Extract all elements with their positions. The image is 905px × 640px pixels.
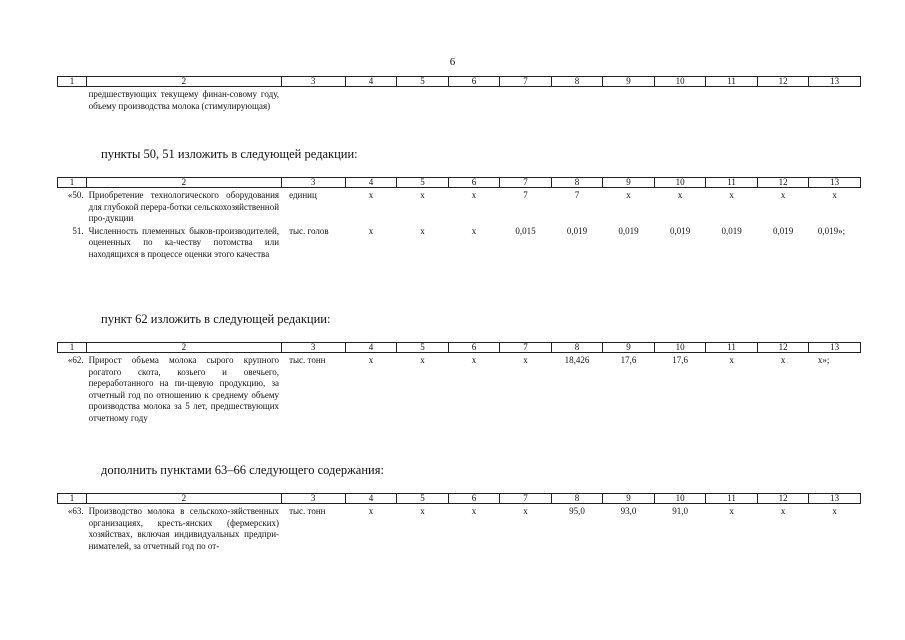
column-number-cell: 11 (706, 494, 758, 504)
value-cell (500, 87, 552, 113)
value-cell: 17,6 (620, 355, 637, 365)
column-number-cell: 3 (281, 494, 345, 504)
value-cell: х (729, 506, 734, 516)
value-cell (757, 87, 809, 113)
column-number-cell: 11 (706, 178, 758, 188)
item-number: 51. (72, 225, 84, 236)
column-number-cell: 3 (281, 178, 345, 188)
value-cell (809, 87, 861, 113)
value-cell: х (780, 506, 786, 516)
column-number-row (58, 343, 861, 353)
value-cell: 17,6 (672, 355, 688, 365)
value-cell: х (471, 506, 477, 516)
indicator-name: Численность племенных быков-производителей, оцененных по ка-честву потомства или находящихся в процессе оценки этого качества (88, 225, 280, 259)
table-row (58, 504, 861, 553)
column-number-cell: 1 (58, 494, 87, 504)
table-4-item-63 (57, 493, 861, 552)
column-number-cell: 10 (654, 77, 706, 87)
unit-of-measure: тыс. тонн (289, 355, 326, 365)
value-cell: 0,019 (772, 225, 794, 236)
column-number-cell: 13 (809, 77, 861, 87)
value-cell: х»; (817, 355, 830, 365)
value-cell: х (729, 190, 734, 200)
column-number-cell: 13 (809, 178, 861, 188)
item-number: «62. (67, 355, 84, 365)
value-cell (345, 87, 397, 113)
column-number-cell: 6 (448, 494, 500, 504)
column-number-cell: 6 (448, 178, 500, 188)
value-cell (654, 87, 706, 113)
column-number-cell: 7 (500, 494, 552, 504)
column-number-cell: 12 (757, 494, 809, 504)
column-number-cell: 13 (809, 343, 861, 353)
value-cell: х (471, 225, 477, 236)
column-number-cell: 4 (345, 343, 397, 353)
column-number-cell: 7 (500, 77, 552, 87)
value-cell: х (368, 506, 374, 516)
column-number-cell: 5 (397, 178, 449, 188)
data-table (57, 493, 861, 552)
value-cell: 93,0 (620, 506, 637, 516)
value-cell (397, 87, 449, 113)
column-number-cell: 7 (500, 343, 552, 353)
column-number-row (58, 494, 861, 504)
value-cell: х (780, 190, 786, 200)
section-heading-1: пункты 50, 51 изложить в следующей редакции: (101, 147, 358, 161)
value-cell: 0,015 (515, 225, 536, 236)
value-cell: х (420, 190, 425, 200)
item-number (58, 87, 87, 113)
column-number-cell: 4 (345, 494, 397, 504)
column-number-row (58, 178, 861, 188)
value-cell: 0,019»; (817, 225, 846, 236)
column-number-cell: 8 (551, 494, 603, 504)
column-number-cell: 1 (58, 343, 87, 353)
column-number-cell: 11 (706, 343, 758, 353)
column-number-row (58, 77, 861, 87)
value-cell: 95,0 (569, 506, 585, 516)
value-cell: х (368, 225, 374, 236)
column-number-cell: 12 (757, 178, 809, 188)
value-cell (551, 87, 603, 113)
table-1-continuation (57, 76, 861, 112)
value-cell: 91,0 (672, 506, 688, 516)
column-number-cell: 2 (87, 178, 282, 188)
column-number-cell: 6 (448, 343, 500, 353)
column-number-cell: 2 (87, 343, 282, 353)
column-number-cell: 1 (58, 178, 87, 188)
column-number-cell: 5 (397, 494, 449, 504)
value-cell (603, 87, 655, 113)
value-cell: 0,019 (669, 225, 691, 236)
column-number-cell: 3 (281, 343, 345, 353)
value-cell: 0,019 (566, 225, 588, 236)
indicator-name: предшествующих текущему финан-совому году, объему производства молока (стимулирующая) (88, 89, 280, 111)
column-number-cell: 10 (654, 178, 706, 188)
column-number-cell: 3 (281, 77, 345, 87)
value-cell: х (471, 355, 477, 365)
value-cell: 7 (574, 190, 580, 200)
column-number-cell: 4 (345, 77, 397, 87)
value-cell: 7 (523, 190, 528, 200)
column-number-cell: 7 (500, 178, 552, 188)
value-cell (706, 87, 758, 113)
column-number-cell: 10 (654, 343, 706, 353)
column-number-cell: 13 (809, 494, 861, 504)
value-cell: 18,426 (564, 355, 590, 365)
unit-of-measure: единиц (289, 190, 317, 200)
column-number-cell: 12 (757, 77, 809, 87)
column-number-cell: 10 (654, 494, 706, 504)
indicator-name: Прирост объема молока сырого крупного рогатого скота, козьего и овечьего, переработанного на пи-щевую продукцию, за отчетный год по отношению к среднему объему производства молока за 5 лет, предшествующих отчетному году (88, 355, 280, 423)
value-cell: х (368, 355, 374, 365)
value-cell: 0,019 (721, 225, 742, 236)
column-number-cell: 9 (603, 494, 655, 504)
unit-of-measure: тыс. голов (289, 225, 329, 236)
value-cell: х (729, 355, 734, 365)
column-number-cell: 2 (87, 494, 282, 504)
unit-of-measure: тыс. тонн (289, 506, 326, 516)
value-cell: 0,019 (618, 225, 639, 236)
data-table (57, 342, 861, 424)
column-number-cell: 5 (397, 77, 449, 87)
value-cell: х (420, 355, 425, 365)
table-2-items-50-51 (57, 177, 861, 260)
table-row (58, 353, 861, 425)
value-cell: х (780, 355, 786, 365)
column-number-cell: 9 (603, 178, 655, 188)
column-number-cell: 5 (397, 343, 449, 353)
column-number-cell: 9 (603, 343, 655, 353)
table-row (58, 87, 861, 113)
unit-of-measure (281, 87, 345, 113)
value-cell: х (677, 190, 683, 200)
column-number-cell: 6 (448, 77, 500, 87)
value-cell: х (832, 190, 837, 200)
data-table (57, 177, 861, 260)
value-cell (448, 87, 500, 113)
item-number: «50. (67, 190, 84, 200)
table-row (58, 188, 861, 225)
table-row (58, 225, 861, 261)
value-cell: х (523, 506, 528, 516)
value-cell: х (626, 190, 631, 200)
column-number-cell: 4 (345, 178, 397, 188)
column-number-cell: 12 (757, 343, 809, 353)
column-number-cell: 9 (603, 77, 655, 87)
section-heading-3: дополнить пунктами 63–66 следующего содержания: (101, 463, 384, 477)
column-number-cell: 1 (58, 77, 87, 87)
value-cell: х (420, 225, 425, 236)
column-number-cell: 8 (551, 178, 603, 188)
section-heading-2: пункт 62 изложить в следующей редакции: (101, 312, 331, 326)
value-cell: х (368, 190, 374, 200)
indicator-name: Приобретение технологического оборудования для глубокой перера-ботки сельскохозяйственной про-дукции (88, 190, 280, 223)
value-cell: х (523, 355, 528, 365)
value-cell: х (832, 506, 837, 516)
column-number-cell: 8 (551, 343, 603, 353)
page-number: 6 (449, 56, 456, 68)
column-number-cell: 2 (87, 77, 282, 87)
column-number-cell: 8 (551, 77, 603, 87)
indicator-name: Производство молока в сельскохо-зяйственных организациях, кресть-янских (фермерских) хозяйствах, включая индивидуальных предпри-нимателей, за отчетный год по от- (88, 506, 280, 551)
value-cell: х (420, 506, 425, 516)
column-number-cell: 11 (706, 77, 758, 87)
data-table (57, 76, 861, 112)
value-cell: х (471, 190, 477, 200)
table-3-item-62 (57, 342, 861, 424)
item-number: «63. (67, 506, 84, 516)
